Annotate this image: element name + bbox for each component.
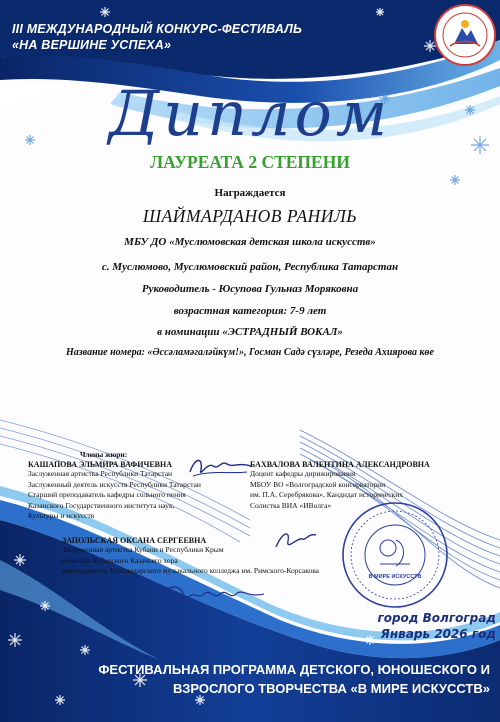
leader-name: Руководитель - Юсупова Гульназ Моряковна (141, 283, 359, 295)
song-title: Название номера: «Әссәламәгаләйкүм!», Госман Садә сүзләре, Резеда Ахиярова көе (65, 347, 434, 358)
festival-header-line1: III МЕЖДУНАРОДНЫЙ КОНКУРС-ФЕСТИВАЛЬ (12, 22, 303, 36)
jury-member-role: преподаватель Краснодарского музыкального колледжа им. Римского-Корсакова (62, 566, 319, 575)
jury-member-role: Казанского Государственного института наук, (28, 500, 175, 510)
seal-text: В МИРЕ ИСКУССТВ (368, 574, 422, 580)
jury-title: Члены жюри: (80, 450, 128, 459)
footer-line2: ВЗРОСЛОГО ТВОРЧЕСТВА «В МИРЕ ИСКУССТВ» (173, 681, 490, 696)
jury-member-role: Культуры и искусств (28, 511, 95, 520)
jury-member-role: Солистка ВИА «ИВолга» (250, 500, 332, 510)
jury-member-1 (28, 460, 201, 522)
festival-logo-icon (436, 6, 494, 64)
signature-2 (270, 525, 320, 555)
diploma-title: Диплом (108, 77, 392, 150)
jury-member-role: Заслуженная артистка Республики Татарстан (28, 469, 173, 478)
festival-header-line2: «НА ВЕРШИНЕ УСПЕХА» (12, 38, 172, 52)
city-date (368, 610, 496, 642)
footer-line1: ФЕСТИВАЛЬНАЯ ПРОГРАММА ДЕТСКОГО, ЮНОШЕСКОГО И (98, 662, 490, 677)
recipient-name: ШАЙМАРДАНОВ РАНИЛЬ (142, 206, 358, 226)
event-date: Январь 2026 год (380, 627, 496, 641)
jury-member-name: БАХВАЛОВА ВАЛЕНТИНА АЛЕКСАНДРОВНА (250, 460, 430, 469)
school-name: МБУ ДО «Муслюмовская детская школа искусств» (124, 236, 376, 248)
jury-member-role: Старший преподаватель кафедры сольного пения (28, 490, 186, 499)
signature-1 (185, 452, 255, 482)
official-seal (340, 500, 450, 610)
jury-member-role: Заслуженный деятель искусств Республики Татарстан (28, 479, 201, 489)
jury-member-role: Заслуженная артистка Кубани и Республики Крым (62, 545, 224, 554)
jury-member-role: им. П.А. Серебрякова», Кандидат исторических (250, 490, 404, 499)
jury-member-role: солистка Кубанского Казачьего хора (62, 555, 178, 565)
festival-logo (434, 4, 496, 66)
jury-member-role: Доцент кафедры дирижирования (250, 469, 356, 478)
location: с. Муслюмово, Муслюмовский район, Республика Татарстан (101, 261, 399, 273)
laureate-degree: ЛАУРЕАТА 2 СТЕПЕНИ (150, 152, 350, 172)
signature-3 (160, 582, 270, 608)
age-category: возрастная категория: 7-9 лет (173, 305, 327, 317)
jury-member-name: ЗАПОЛЬСКАЯ ОКСАНА СЕРГЕЕВНА (62, 536, 207, 545)
city-name: город Волгоград (377, 611, 496, 625)
jury-member-role: МБОУ ВО «Волгоградской консерватории (250, 479, 386, 489)
jury-member-name: КАШАПОВА ЭЛЬМИРА ВАФИЧЕВНА (28, 460, 173, 469)
nomination: в номинации «ЭСТРАДНЫЙ ВОКАЛ» (157, 326, 343, 338)
awarded-label: Награждается (214, 187, 286, 199)
